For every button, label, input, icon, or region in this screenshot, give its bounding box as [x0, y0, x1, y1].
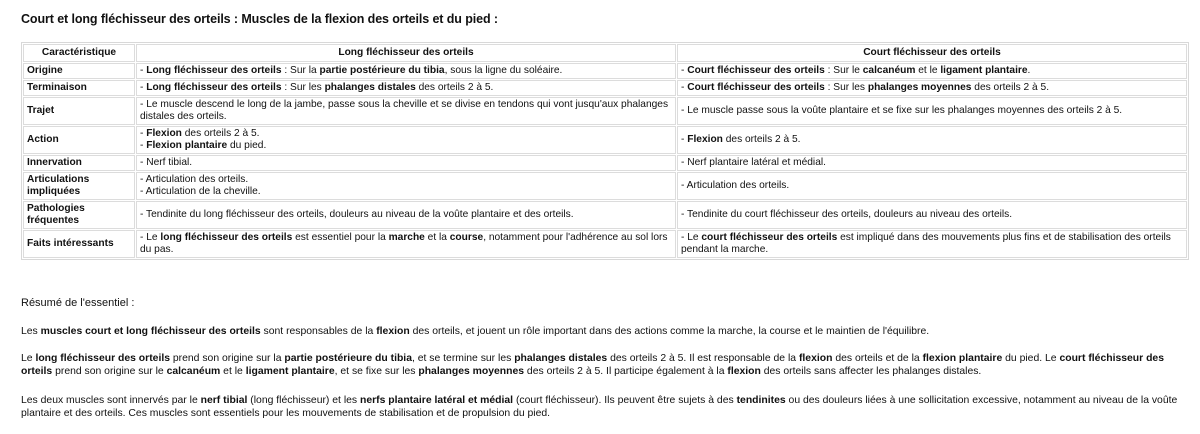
bold-term: flexion	[727, 366, 761, 377]
short-flexor-cell: - Flexion des orteils 2 à 5.	[677, 126, 1187, 154]
short-flexor-cell: - Le court fléchisseur des orteils est impliqué dans des mouvements plus fins et de stabilisation des orteils pendant la marche.	[677, 230, 1187, 258]
header-long-flexor: Long fléchisseur des orteils	[136, 44, 676, 62]
bold-term: flexion	[376, 326, 410, 337]
bold-term: flexion	[798, 353, 833, 364]
bold-term: court fléchisseur des orteils	[701, 232, 838, 243]
comparison-table	[21, 42, 1189, 260]
bold-term: phalanges distales	[514, 353, 608, 364]
table-header-row	[23, 44, 1187, 62]
bold-term: muscles court et long fléchisseur des orteils	[40, 326, 261, 337]
table-row	[23, 97, 1187, 125]
bold-term: ligament plantaire	[245, 366, 335, 377]
bold-term: calcanéum	[862, 65, 916, 76]
bold-term: partie postérieure du tibia	[284, 353, 412, 364]
short-flexor-cell: - Articulation des orteils.	[677, 172, 1187, 200]
bold-term: marche	[388, 232, 425, 243]
bold-term: phalanges moyennes	[418, 366, 525, 377]
long-flexor-cell: - Nerf tibial.	[136, 155, 676, 171]
table-row	[23, 155, 1187, 171]
summary-paragraph-3: Les deux muscles sont innervés par le nerf tibial (long fléchisseur) et les nerfs plantaire latéral et médial (court fléchisseur). Ils peuvent être sujets à des tendinites ou des douleurs liées à une sollicitation excessive, notamment au niveau de la voûte plantaire et des orteils. Ces muscles sont essentiels pour les mouvements de stabilisation et de propulsion du pied.	[21, 395, 1178, 419]
row-label: Action	[23, 126, 135, 154]
bold-term: ligament plantaire	[940, 65, 1028, 76]
short-flexor-cell: - Tendinite du court fléchisseur des orteils, douleurs au niveau des orteils.	[677, 201, 1187, 229]
bold-term: Long fléchisseur des orteils	[146, 65, 282, 76]
table-body	[23, 63, 1187, 258]
row-label: Articulations impliquées	[23, 172, 135, 200]
row-label: Origine	[23, 63, 135, 79]
row-label: Faits intéressants	[23, 230, 135, 258]
summary-paragraph-2: Le long fléchisseur des orteils prend son origine sur la partie postérieure du tibia, et se termine sur les phalanges distales des orteils 2 à 5. Il est responsable de la flexion des orteils et de la flexion plantaire du pied. Le court fléchisseur des orteils prend son origine sur le calcanéum et le ligament plantaire, et se fixe sur les phalanges moyennes des orteils 2 à 5. Il participe également à la flexion des orteils sans affecter les phalanges distales.	[21, 353, 1164, 377]
summary-paragraph-1: Les muscles court et long fléchisseur des orteils sont responsables de la flexion des orteils, et jouent un rôle important dans des actions comme la marche, la course et le maintien de l'équilibre.	[21, 326, 930, 337]
bold-term: phalanges distales	[324, 82, 416, 93]
bold-term: Flexion	[146, 128, 182, 139]
header-short-flexor: Court fléchisseur des orteils	[677, 44, 1187, 62]
bold-term: long fléchisseur des orteils	[35, 353, 170, 364]
summary-title: Résumé de l'essentiel :	[21, 297, 135, 309]
long-flexor-cell: - Le muscle descend le long de la jambe, passe sous la cheville et se divise en tendons qui vont jusqu'aux phalanges distales des orteils.	[136, 97, 676, 125]
long-flexor-cell: - Articulation des orteils. - Articulation de la cheville.	[136, 172, 676, 200]
bold-term: nerf tibial	[200, 395, 248, 406]
table-row	[23, 80, 1187, 96]
row-label: Pathologies fréquentes	[23, 201, 135, 229]
header-characteristic: Caractéristique	[23, 44, 135, 62]
page-title: Court et long fléchisseur des orteils : Muscles de la flexion des orteils et du pied :	[21, 12, 498, 26]
table-row	[23, 63, 1187, 79]
bold-term: court fléchisseur des orteils	[21, 353, 1164, 377]
short-flexor-cell: - Le muscle passe sous la voûte plantaire et se fixe sur les phalanges moyennes des orteils 2 à 5.	[677, 97, 1187, 125]
bold-term: partie postérieure du tibia	[319, 65, 445, 76]
long-flexor-cell: - Long fléchisseur des orteils : Sur les phalanges distales des orteils 2 à 5.	[136, 80, 676, 96]
table-row	[23, 172, 1187, 200]
row-label: Innervation	[23, 155, 135, 171]
bold-term: Court fléchisseur des orteils	[687, 82, 825, 93]
bold-term: nerfs plantaire latéral et médial	[360, 395, 514, 406]
table-row	[23, 230, 1187, 258]
bold-term: long fléchisseur des orteils	[160, 232, 293, 243]
bold-term: tendinites	[736, 395, 786, 406]
bold-term: Flexion	[687, 134, 723, 145]
bold-term: course	[449, 232, 484, 243]
long-flexor-cell: - Flexion des orteils 2 à 5. - Flexion plantaire du pied.	[136, 126, 676, 154]
short-flexor-cell: - Nerf plantaire latéral et médial.	[677, 155, 1187, 171]
long-flexor-cell: - Tendinite du long fléchisseur des orteils, douleurs au niveau de la voûte plantaire et des orteils.	[136, 201, 676, 229]
short-flexor-cell: - Court fléchisseur des orteils : Sur les phalanges moyennes des orteils 2 à 5.	[677, 80, 1187, 96]
bold-term: phalanges moyennes	[867, 82, 972, 93]
bold-term: Long fléchisseur des orteils	[146, 82, 282, 93]
bold-term: flexion plantaire	[922, 353, 1003, 364]
bold-term: calcanéum	[166, 366, 221, 377]
short-flexor-cell: - Court fléchisseur des orteils : Sur le calcanéum et le ligament plantaire.	[677, 63, 1187, 79]
long-flexor-cell: - Le long fléchisseur des orteils est essentiel pour la marche et la course, notamment pour l'adhérence au sol lors du pas.	[136, 230, 676, 258]
bold-term: Court fléchisseur des orteils	[687, 65, 825, 76]
long-flexor-cell: - Long fléchisseur des orteils : Sur la partie postérieure du tibia, sous la ligne du soléaire.	[136, 63, 676, 79]
bold-term: Flexion plantaire	[146, 140, 228, 151]
row-label: Terminaison	[23, 80, 135, 96]
row-label: Trajet	[23, 97, 135, 125]
table-row	[23, 126, 1187, 154]
table-row	[23, 201, 1187, 229]
